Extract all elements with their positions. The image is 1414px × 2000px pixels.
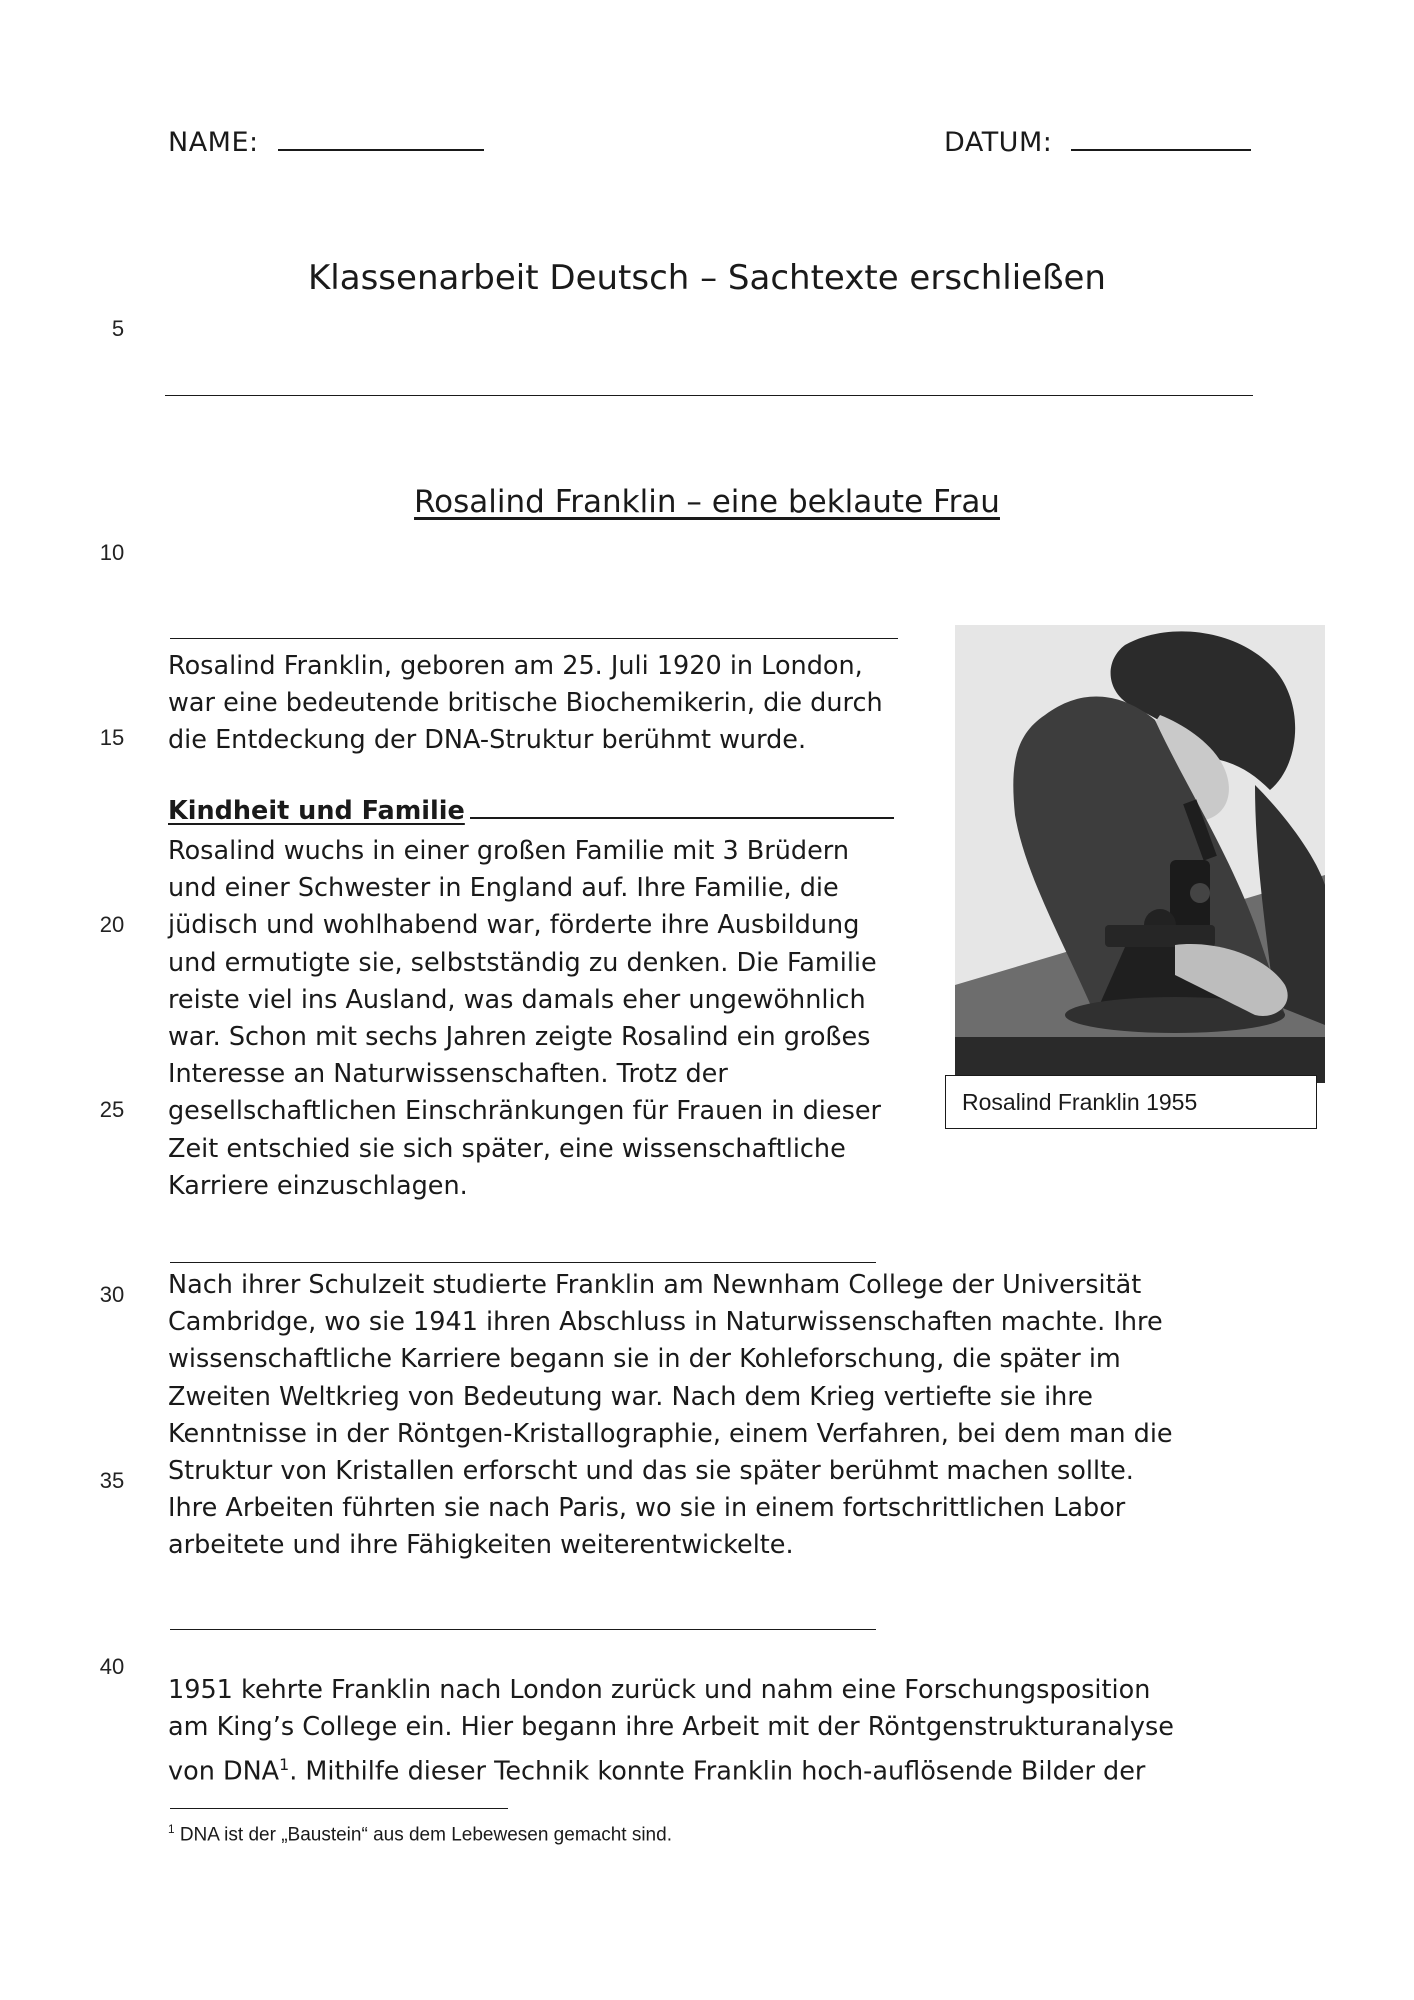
footnote-text: DNA ist der „Baustein“ aus dem Lebewesen gemacht sind. bbox=[174, 1824, 672, 1846]
line-number: 40 bbox=[99, 1654, 125, 1679]
text-line bbox=[168, 1746, 1174, 1787]
education-paragraph bbox=[168, 1267, 1173, 1565]
text-line: Karriere einzuschlagen. bbox=[168, 1170, 468, 1201]
line-number: 25 bbox=[99, 1097, 125, 1122]
text-line: die Entdeckung der DNA-Struktur berühmt wurde. bbox=[168, 725, 807, 756]
footnote-marker: 1 bbox=[279, 1755, 290, 1775]
line-number: 35 bbox=[99, 1468, 125, 1493]
text-line: 1951 kehrte Franklin nach London zurück und nahm eine Forschungsposition bbox=[168, 1675, 1151, 1705]
line-number: 5 bbox=[111, 316, 125, 341]
text-line: Interesse an Naturwissenschaften. Trotz der bbox=[168, 1059, 728, 1090]
date-blank[interactable] bbox=[1071, 145, 1251, 151]
text-line: jüdisch und wohlhabend war, förderte ihre Ausbildung bbox=[168, 910, 860, 941]
footnote-rule bbox=[170, 1808, 508, 1809]
line-number: 30 bbox=[99, 1282, 125, 1307]
research-paragraph bbox=[168, 1672, 1174, 1787]
text-line: und einer Schwester in England auf. Ihre Familie, die bbox=[168, 873, 839, 904]
name-label: NAME: bbox=[168, 127, 259, 158]
text-fragment: . Mithilfe dieser Technik konnte Franklin hoch-auflösende Bilder der bbox=[289, 1756, 1146, 1787]
text-line: gesellschaftlichen Einschränkungen für Frauen in dieser bbox=[168, 1096, 882, 1127]
text-line: Zweiten Weltkrieg von Bedeutung war. Nach dem Krieg vertiefte sie ihre bbox=[168, 1381, 1093, 1412]
footnote bbox=[168, 1823, 672, 1846]
text-line: reiste viel ins Ausland, was damals eher ungewöhnlich bbox=[168, 984, 866, 1015]
portrait-photo bbox=[955, 625, 1325, 1083]
text-line: und ermutigte sie, selbstständig zu denken. Die Familie bbox=[168, 947, 877, 978]
line-number: 20 bbox=[99, 912, 125, 937]
microscope-scene-illustration bbox=[955, 625, 1325, 1083]
line-number: 15 bbox=[99, 725, 125, 750]
article-title: Rosalind Franklin – eine beklaute Frau bbox=[414, 484, 1000, 520]
section-heading-text: Kindheit und Familie bbox=[168, 796, 465, 826]
name-blank[interactable] bbox=[278, 145, 484, 151]
text-line: Rosalind wuchs in einer großen Familie mit 3 Brüdern bbox=[168, 836, 850, 866]
text-line: Kenntnisse in der Röntgen-Kristallographie, einem Verfahren, bei dem man die bbox=[168, 1418, 1173, 1449]
line-number: 10 bbox=[99, 540, 125, 565]
heading-blank-section3[interactable] bbox=[170, 1629, 876, 1630]
text-line: Rosalind Franklin, geboren am 25. Juli 1920 in London, bbox=[168, 651, 863, 681]
text-line: Zeit entschied sie sich später, eine wissenschaftliche bbox=[168, 1133, 846, 1164]
text-line: Cambridge, wo sie 1941 ihren Abschluss in Naturwissenschaften machte. Ihre bbox=[168, 1307, 1163, 1338]
section-heading-childhood bbox=[168, 796, 894, 826]
heading-blank-section2[interactable] bbox=[170, 1262, 876, 1263]
page-title: Klassenarbeit Deutsch – Sachtexte erschließen bbox=[308, 258, 1106, 298]
name-field bbox=[168, 127, 484, 158]
intro-paragraph bbox=[168, 648, 883, 760]
text-fragment: von DNA bbox=[168, 1756, 280, 1787]
subtitle-wrap bbox=[0, 484, 1414, 520]
heading-blank-intro[interactable] bbox=[170, 638, 898, 639]
date-label: DATUM: bbox=[944, 127, 1053, 158]
footnote-number: 1 bbox=[168, 1823, 175, 1836]
text-line: wissenschaftliche Karriere begann sie in der Kohleforschung, die später im bbox=[168, 1344, 1121, 1375]
photo-caption: Rosalind Franklin 1955 bbox=[945, 1075, 1317, 1129]
date-field bbox=[944, 127, 1251, 158]
text-line: war eine bedeutende britische Biochemikerin, die durch bbox=[168, 688, 883, 719]
text-line: arbeitete und ihre Fähigkeiten weiterentwickelte. bbox=[168, 1530, 794, 1561]
text-line: war. Schon mit sechs Jahren zeigte Rosalind ein großes bbox=[168, 1021, 871, 1052]
childhood-paragraph bbox=[168, 833, 881, 1205]
heading-extension-line bbox=[470, 815, 894, 819]
text-line: Ihre Arbeiten führten sie nach Paris, wo sie in einem fortschrittlichen Labor bbox=[168, 1493, 1126, 1524]
text-line: am King’s College ein. Hier begann ihre Arbeit mit der Röntgenstrukturanalyse bbox=[168, 1712, 1174, 1743]
title-rule bbox=[165, 395, 1253, 396]
text-line: Struktur von Kristallen erforscht und das sie später berühmt machen sollte. bbox=[168, 1455, 1134, 1486]
text-line: Nach ihrer Schulzeit studierte Franklin am Newnham College der Universität bbox=[168, 1270, 1142, 1300]
